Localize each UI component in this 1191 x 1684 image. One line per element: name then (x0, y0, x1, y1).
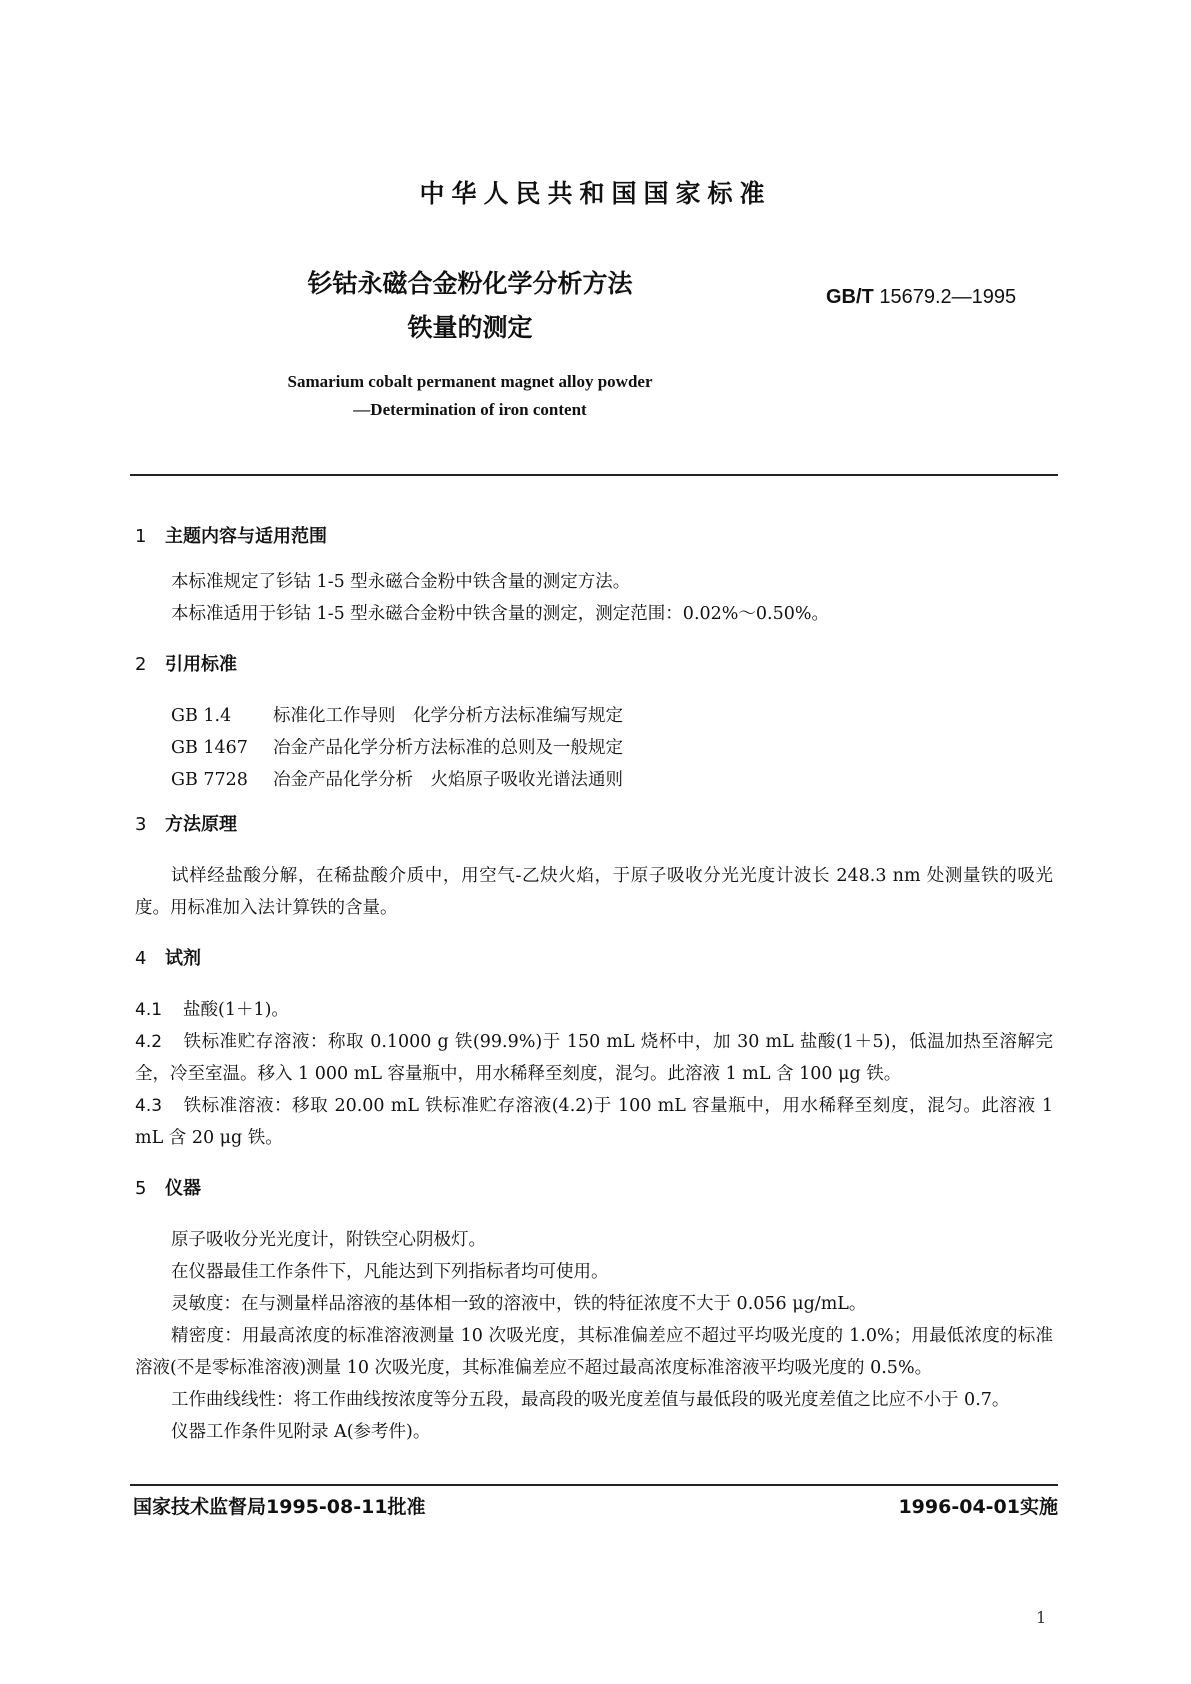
national-standard-heading: 中华人民共和国国家标准 (419, 179, 772, 208)
section-5-paragraph-1: 原子吸收分光光度计，附铁空心阴极灯。 (171, 1230, 486, 1250)
section-title: 主题内容与适用范围 (165, 526, 327, 547)
section-5-heading (135, 1174, 1053, 1204)
title-en-line-2: —Determination of iron content (353, 400, 587, 419)
reagent-item (135, 1090, 1053, 1154)
section-1-paragraph-1: 本标准规定了钐钴 1-5 型永磁合金粉中铁含量的测定方法。 (171, 572, 631, 592)
reagent-item (135, 994, 1053, 1026)
reference-row (135, 764, 1053, 796)
item-text: 盐酸(1＋1)。 (183, 1000, 289, 1020)
item-number: 4.3 (135, 1096, 163, 1116)
document-title-en (220, 368, 720, 424)
document-title-cn (220, 262, 720, 350)
reference-title: 标准化工作导则 化学分析方法标准编写规定 (273, 706, 623, 726)
section-4-heading (135, 944, 1053, 974)
section-2-heading (135, 650, 1053, 680)
section-number: 1 (135, 526, 147, 547)
header-divider (130, 474, 1058, 476)
item-text: 铁标准贮存溶液：称取 0.1000 g 铁(99.9%)于 150 mL 烧杯中，加 30 mL 盐酸(1＋5)，低温加热至溶解完全，冷至室温。移入 1 000 mL 容量瓶中，用水稀释至刻度，混匀。此溶液 1 mL 含 100 μg 铁。 (135, 1032, 1053, 1084)
page-number: 1 (1036, 1608, 1047, 1627)
reference-title: 冶金产品化学分析 火焰原子吸收光谱法通则 (273, 770, 623, 790)
title-en-line-1: Samarium cobalt permanent magnet alloy powder (287, 372, 653, 391)
standard-number-prefix: GB/T (826, 286, 874, 308)
reference-code: GB 7728 (171, 770, 248, 790)
item-text: 铁标准溶液：移取 20.00 mL 铁标准贮存溶液(4.2)于 100 mL 容量瓶中，用水稀释至刻度，混匀。此溶液 1 mL 含 20 μg 铁。 (135, 1096, 1053, 1148)
item-number: 4.2 (135, 1032, 163, 1052)
reference-row (135, 700, 1053, 732)
section-1-heading (135, 522, 1053, 552)
approval-date: 国家技术监督局1995-08-11批准 (133, 1496, 426, 1518)
section-3-paragraph-1: 试样经盐酸分解，在稀盐酸介质中，用空气-乙炔火焰，于原子吸收分光光度计波长 248.3 nm 处测量铁的吸光度。用标准加入法计算铁的含量。 (135, 866, 1053, 918)
section-5-paragraph-6: 仪器工作条件见附录 A(参考件)。 (171, 1422, 431, 1442)
section-1-paragraph-2: 本标准适用于钐钴 1-5 型永磁合金粉中铁含量的测定，测定范围：0.02%～0.50%。 (171, 604, 829, 624)
section-5-paragraph-2: 在仪器最佳工作条件下，凡能达到下列指标者均可使用。 (171, 1262, 609, 1282)
section-number: 5 (135, 1178, 147, 1199)
title-cn-line-1: 钐钴永磁合金粉化学分析方法 (307, 269, 633, 298)
footer-divider (130, 1484, 1058, 1486)
reagent-item (135, 1026, 1053, 1090)
section-5-paragraph-4: 精密度：用最高浓度的标准溶液测量 10 次吸光度，其标准偏差应不超过平均吸光度的 1.0%；用最低浓度的标准溶液(不是零标准溶液)测量 10 次吸光度，其标准偏差应不超过最高浓度标准溶液平均吸光度的 0.5%。 (135, 1326, 1053, 1378)
reference-row (135, 732, 1053, 764)
section-5-paragraph-5: 工作曲线线性：将工作曲线按浓度等分五段，最高段的吸光度差值与最低段的吸光度差值之比应不小于 0.7。 (171, 1390, 1010, 1410)
section-number: 2 (135, 654, 147, 675)
reference-code: GB 1467 (171, 738, 248, 758)
document-body (135, 522, 1053, 1448)
section-3-heading (135, 810, 1053, 840)
section-title: 试剂 (165, 948, 201, 969)
standard-number (826, 286, 1016, 309)
implementation-date: 1996-04-01实施 (898, 1496, 1058, 1518)
section-title: 仪器 (165, 1178, 201, 1199)
section-number: 4 (135, 948, 147, 969)
section-title: 引用标准 (165, 654, 237, 675)
reference-code: GB 1.4 (171, 706, 232, 726)
title-cn-line-2: 铁量的测定 (407, 313, 533, 342)
item-number: 4.1 (135, 1000, 163, 1020)
section-title: 方法原理 (165, 814, 237, 835)
reference-title: 冶金产品化学分析方法标准的总则及一般规定 (273, 738, 623, 758)
section-5-paragraph-3: 灵敏度：在与测量样品溶液的基体相一致的溶液中，铁的特征浓度不大于 0.056 μg/mL。 (171, 1294, 867, 1314)
standard-number-value: 15679.2—1995 (879, 286, 1017, 308)
section-number: 3 (135, 814, 147, 835)
